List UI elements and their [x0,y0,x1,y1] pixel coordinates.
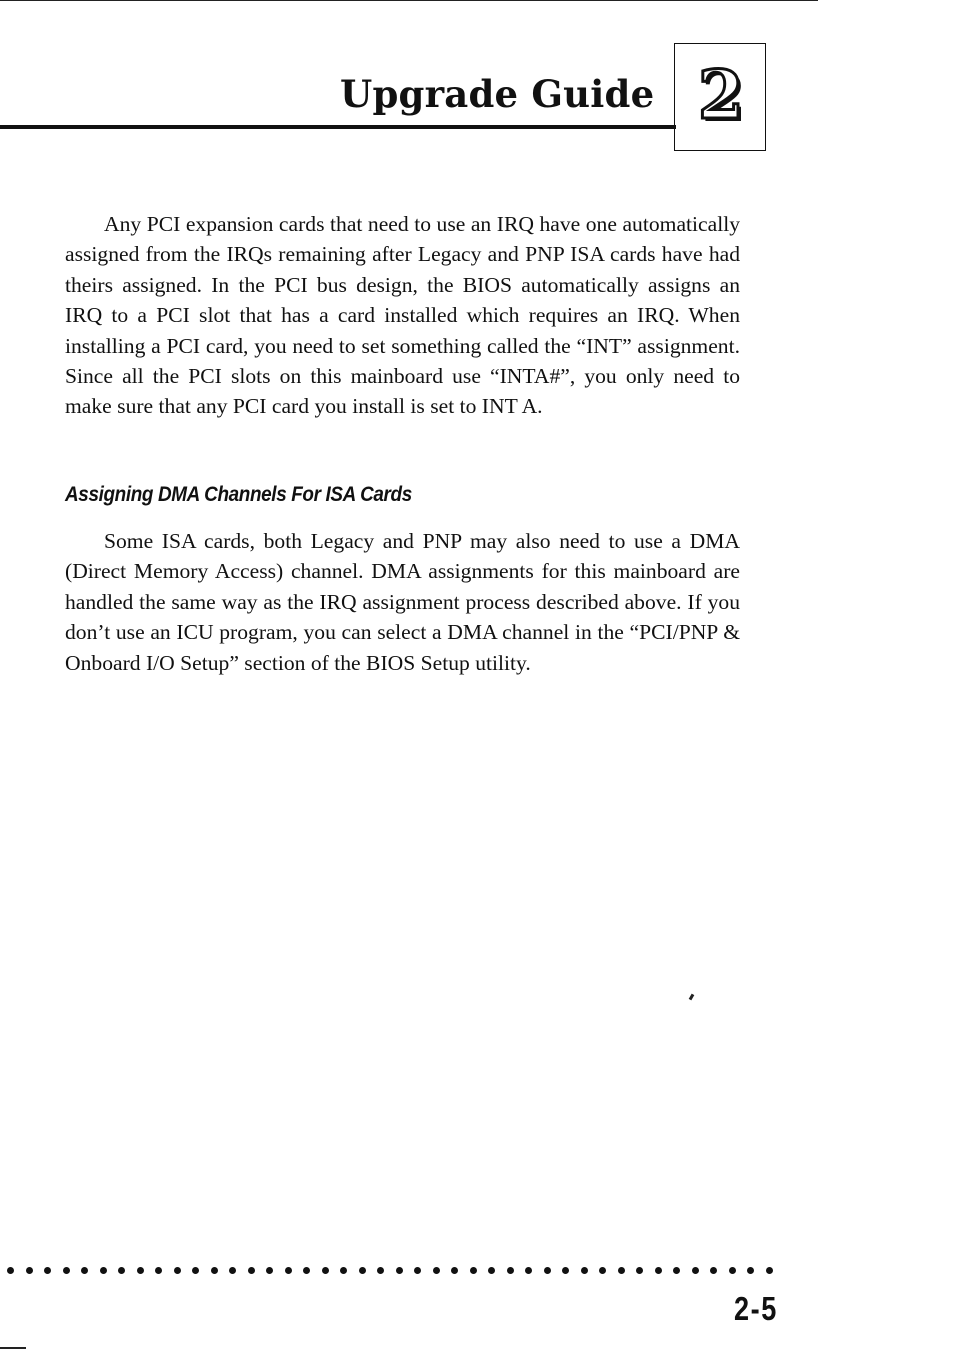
footer-dot [433,1267,440,1274]
footer-dot [100,1267,107,1274]
top-border-line [0,0,818,1]
page-title: Upgrade Guide [340,72,655,116]
footer-dot [81,1267,88,1274]
section-heading: Assigning DMA Channels For ISA Cards [65,483,412,506]
footer-dot [488,1267,495,1274]
chapter-badge [674,43,766,151]
footer-dot [26,1267,33,1274]
footer-dot [137,1267,144,1274]
paragraph-isa-dma: Some ISA cards, both Legacy and PNP may also need to use a DMA (Direct Memory Access) channel. DMA assignments for this mainboard are handled the same way as the IRQ assignment process described above. If you don’t use an ICU program, you can select a DMA channel in the “PCI/PNP & Onboard I/O Setup” section of the BIOS Setup utility. [65,529,740,675]
header-rule [0,125,676,129]
footer-dot [322,1267,329,1274]
footer-dot [211,1267,218,1274]
footer-dot [192,1267,199,1274]
paragraph-pci-irq: Any PCI expansion cards that need to use an IRQ have one automatically assigned from the IRQs remaining after Legacy and PNP ISA cards have had theirs assigned. In the PCI bus design, the BIOS automatically assigns an IRQ to a PCI slot that has a card installed which requires an IRQ. When installing a PCI card, you need to set something called the “INT” assignment. Since all the PCI slots on this mainboard use “INTA#”, you only need to make sure that any PCI card you install is set to INT A. [65,212,740,419]
footer-dot [7,1267,14,1274]
footer-dot [266,1267,273,1274]
chapter-number: 2 [698,56,744,134]
footer-dot [710,1267,717,1274]
footer-dot [248,1267,255,1274]
footer-dot [377,1267,384,1274]
page-number: 2-5 [733,1290,778,1327]
footer-dot [562,1267,569,1274]
footer-dot [766,1267,773,1274]
footer-dot [636,1267,643,1274]
footer-dot [396,1267,403,1274]
footer-dot [44,1267,51,1274]
footer-dot [285,1267,292,1274]
footer-dot [599,1267,606,1274]
stray-ink-mark [689,994,695,1001]
footer-dot [581,1267,588,1274]
footer-dot [451,1267,458,1274]
footer-dot [692,1267,699,1274]
footer-dot [414,1267,421,1274]
footer-dot [470,1267,477,1274]
footer-dot [618,1267,625,1274]
dotted-footer-rule [7,1264,773,1276]
footer-dot [155,1267,162,1274]
footer-dot [673,1267,680,1274]
corner-crop-mark [0,1347,26,1349]
footer-dot [63,1267,70,1274]
footer-dot [747,1267,754,1274]
footer-dot [729,1267,736,1274]
footer-dot [229,1267,236,1274]
footer-dot [303,1267,310,1274]
footer-dot [525,1267,532,1274]
footer-dot [359,1267,366,1274]
footer-dot [655,1267,662,1274]
footer-dot [174,1267,181,1274]
footer-dot [544,1267,551,1274]
footer-dot [340,1267,347,1274]
footer-dot [507,1267,514,1274]
footer-dot [118,1267,125,1274]
